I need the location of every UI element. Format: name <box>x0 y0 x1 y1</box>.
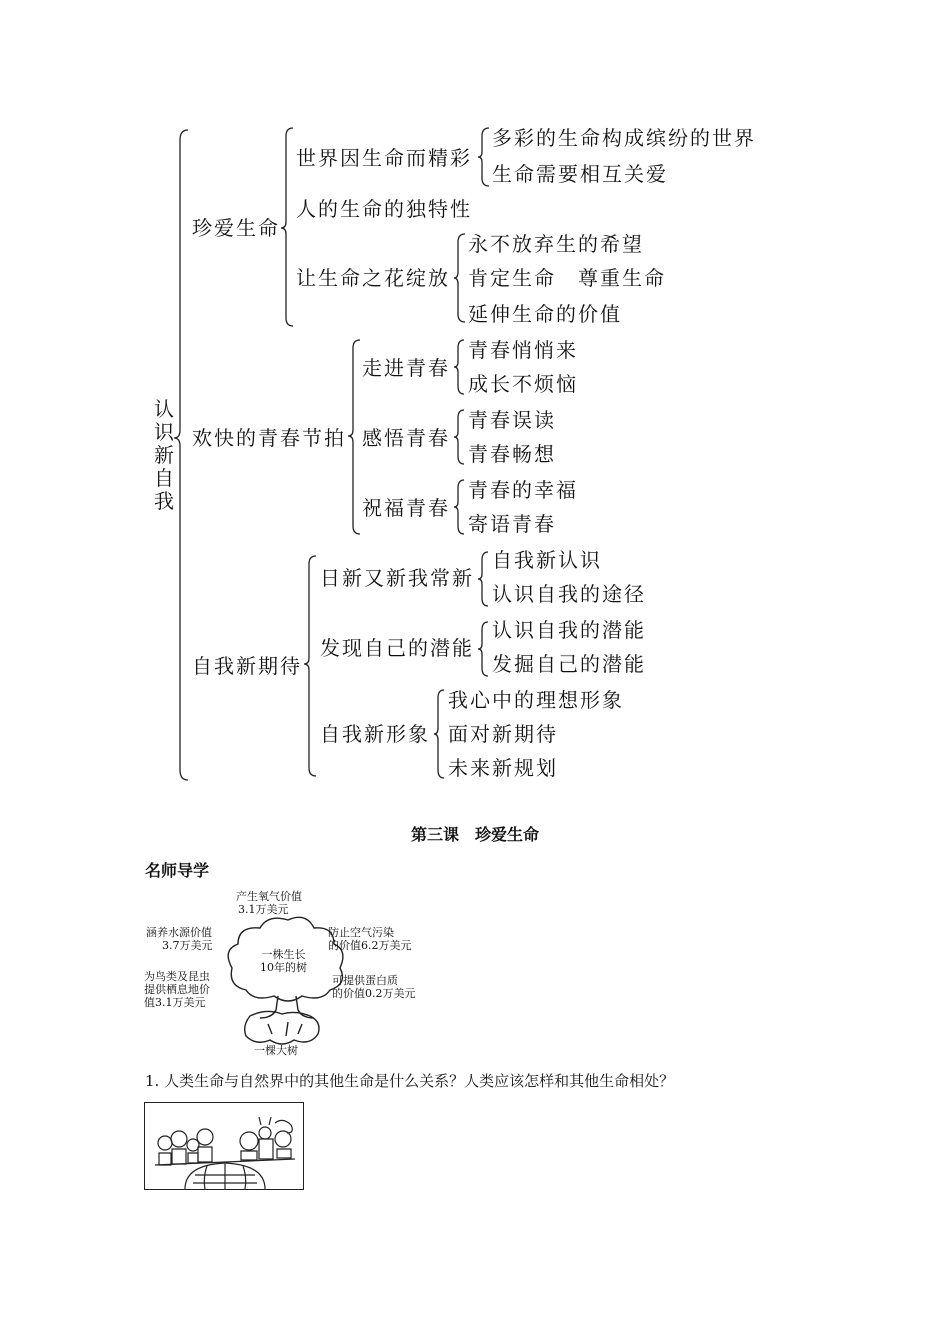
tree-label-line: 产生氧气价值 <box>236 890 302 903</box>
leaf-label: 认识自我的途径 <box>492 582 646 606</box>
leaf-label: 发掘自己的潜能 <box>492 652 646 676</box>
root-char: 自 <box>154 466 174 490</box>
tree-label-line: 的价值0.2万美元 <box>332 987 416 1000</box>
branch-label: 珍爱生命 <box>192 216 280 240</box>
tree-label <box>144 970 210 1009</box>
leaf-label: 青春畅想 <box>468 442 556 466</box>
leaf-label: 永不放弃生的希望 <box>468 232 644 256</box>
tree-label-line: 10年的树 <box>260 961 307 974</box>
tree-label-line: 3.1万美元 <box>238 903 289 916</box>
node-label: 自我新形象 <box>320 722 430 746</box>
lesson-title: 第三课 珍爱生命 <box>410 825 539 844</box>
tree-label-line: 值3.1万美元 <box>144 996 206 1009</box>
root-char: 认 <box>154 397 174 421</box>
node-label: 感悟青春 <box>362 426 450 450</box>
cartoon-drawing <box>145 1103 303 1189</box>
tree-label <box>332 974 416 1000</box>
branch-label: 欢快的青春节拍 <box>192 426 346 450</box>
tree-label <box>236 890 302 916</box>
leaf-label: 认识自我的潜能 <box>492 618 646 642</box>
node-label: 人的生命的独特性 <box>296 197 472 221</box>
tree-label <box>328 926 412 952</box>
leaf-label: 未来新规划 <box>448 756 558 780</box>
branch-label: 自我新期待 <box>192 654 302 678</box>
node-label: 让生命之花绽放 <box>296 266 450 290</box>
tree-label-line: 防止空气污染 <box>328 926 394 939</box>
leaf-label: 青春误读 <box>468 408 556 432</box>
tree-label-line: 为鸟类及昆虫 <box>144 970 210 983</box>
tree-bottom-label: 一棵大树 <box>254 1044 298 1057</box>
node-label: 世界因生命而精彩 <box>296 146 472 170</box>
tree-illustration-icon <box>142 888 432 1060</box>
root-char: 识 <box>154 420 174 444</box>
leaf-label: 面对新期待 <box>448 722 558 746</box>
leaf-label: 肯定生命 尊重生命 <box>468 266 666 290</box>
tree-label-line: 可提供蛋白质 <box>332 974 398 987</box>
node-label: 走进青春 <box>362 356 450 380</box>
leaf-label: 多彩的生命构成缤纷的世界 <box>492 126 756 150</box>
tree-label <box>146 926 213 952</box>
root-char: 我 <box>154 489 174 513</box>
tree-label-line: 提供栖息地价 <box>144 983 210 996</box>
root-char: 新 <box>154 443 174 467</box>
leaf-label: 我心中的理想形象 <box>448 688 624 712</box>
leaf-label: 自我新认识 <box>492 548 602 572</box>
tree-label-line: 的价值6.2万美元 <box>328 939 412 952</box>
tree-center-label <box>260 948 307 974</box>
tree-label-line: 3.7万美元 <box>162 939 213 952</box>
leaf-label: 青春的幸福 <box>468 478 578 502</box>
leaf-label: 生命需要相互关爱 <box>492 162 668 186</box>
leaf-label: 延伸生命的价值 <box>468 302 622 326</box>
tree-label-line: 涵养水源价值 <box>146 926 212 939</box>
leaf-label: 寄语青春 <box>468 512 556 536</box>
tree-label-line: 一株生长 <box>261 948 306 961</box>
leaf-label: 成长不烦恼 <box>468 372 578 396</box>
node-label: 日新又新我常新 <box>320 566 474 590</box>
question-text: 1. 人类生命与自然界中的其他生命是什么关系？人类应该怎样和其他生命相处？ <box>145 1072 675 1090</box>
section-title: 名师导学 <box>145 861 210 880</box>
balance-cartoon-icon <box>144 1102 304 1190</box>
node-label: 祝福青春 <box>362 496 450 520</box>
node-label: 发现自己的潜能 <box>320 636 474 660</box>
leaf-label: 青春悄悄来 <box>468 338 578 362</box>
